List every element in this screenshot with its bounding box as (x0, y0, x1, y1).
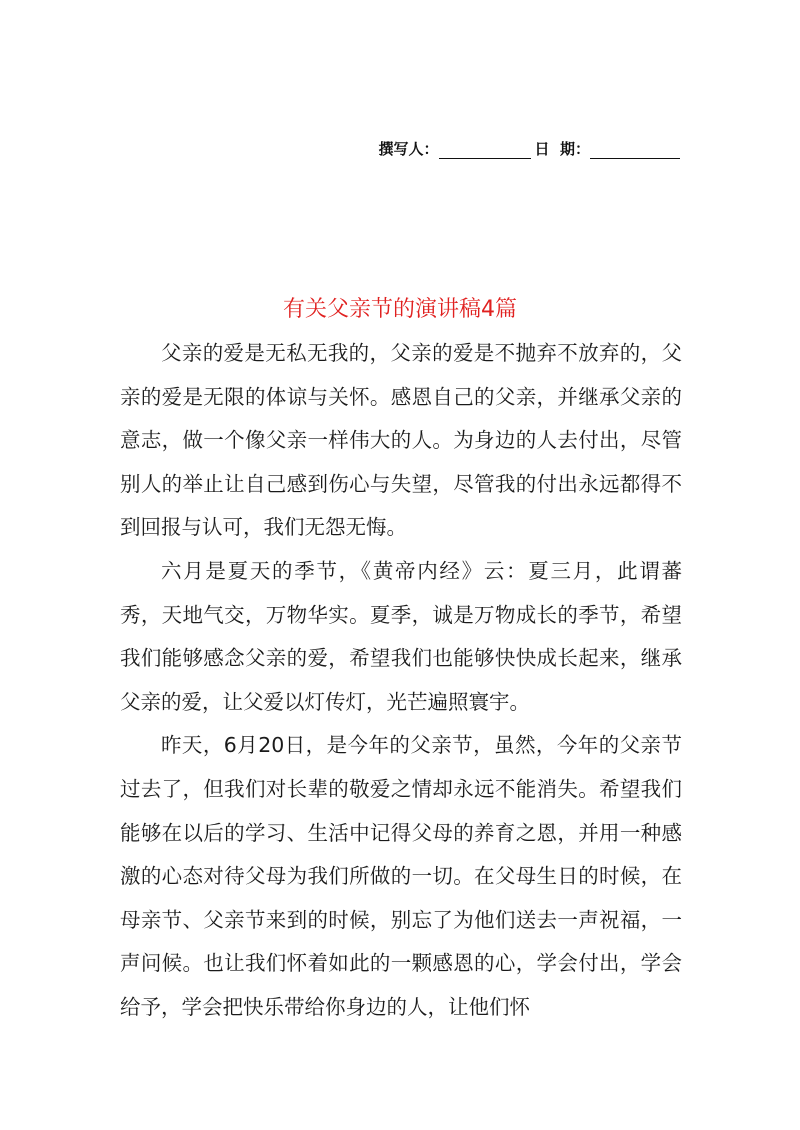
document-title: 有关父亲节的演讲稿4篇 (283, 297, 517, 322)
date-label: 日 期： (534, 140, 590, 158)
document-body (120, 332, 682, 1030)
paragraph-3: 昨天，6月20日，是今年的父亲节，虽然，今年的父亲节过去了，但我们对长辈的敬爱之情却永远不能消失。希望我们能够在以后的学习、生活中记得父母的养育之恩，并用一种感激的心态对待父母为我们所做的一切。在父母生日的时候，在母亲节、父亲节来到的时候，别忘了为他们送去一声祝福，一声问候。也让我们怀着如此的一颗感恩的心，学会付出，学会给予，学会把快乐带给你身边的人，让他们怀 (120, 733, 682, 1019)
date-blank-field (590, 140, 680, 159)
author-date-line (379, 138, 680, 159)
paragraph-2: 六月是夏天的季节，《黄帝内经》云：夏三月，此谓蕃秀，天地气交，万物华实。夏季，诚是万物成长的季节，希望我们能够感念父亲的爱，希望我们也能够快快成长起来，继承父亲的爱，让父爱以灯传灯，光芒遍照寰宇。 (120, 558, 682, 714)
author-blank-field (439, 140, 531, 159)
paragraph-1: 父亲的爱是无私无我的，父亲的爱是不抛弃不放弃的，父亲的爱是无限的体谅与关怀。感恩自己的父亲，并继承父亲的意志，做一个像父亲一样伟大的人。为身边的人去付出，尽管别人的举止让自己感到伤心与失望，尽管我的付出永远都得不到回报与认可，我们无怨无悔。 (120, 341, 682, 540)
author-label: 撰写人： (378, 140, 439, 158)
